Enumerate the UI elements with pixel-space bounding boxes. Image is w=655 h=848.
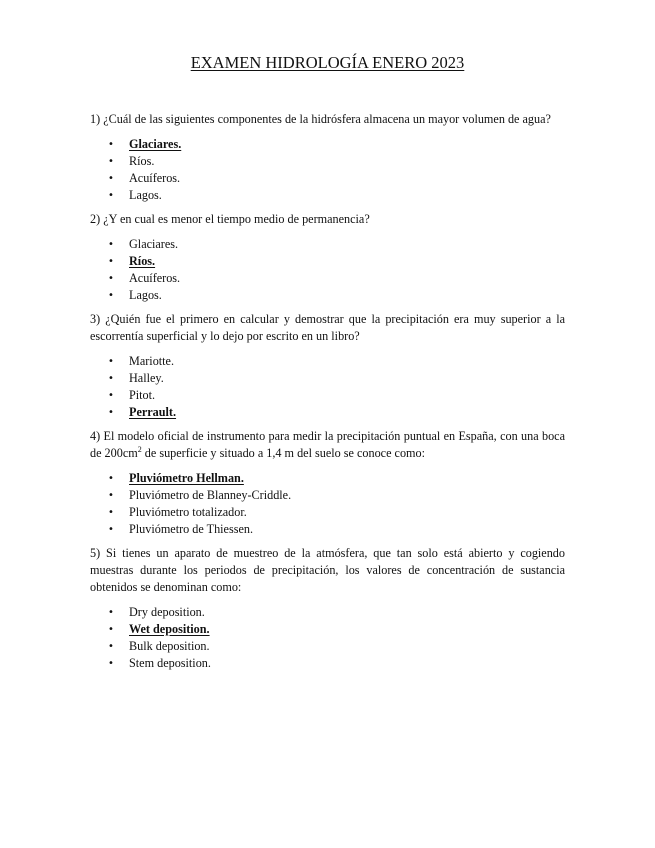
option-label: Pluviómetro de Thiessen. xyxy=(129,522,254,536)
option-label: Lagos. xyxy=(129,188,162,202)
option-item xyxy=(90,387,565,404)
option-item-correct xyxy=(90,621,565,638)
option-label: Bulk deposition. xyxy=(129,639,210,653)
question-5-text: 5) Si tienes un aparato de muestreo de la atmósfera, que tan solo está abierto y cogiendo muestras durante los periodos de precipitación, los valores de concentración de sustancia obtenidos se denominan como: xyxy=(90,546,565,594)
option-label: Pluviómetro de Blanney-Criddle. xyxy=(129,488,292,502)
option-label: Dry deposition. xyxy=(129,605,205,619)
option-label: Glaciares. xyxy=(129,137,182,151)
option-item xyxy=(90,153,565,170)
option-item xyxy=(90,655,565,672)
question-2-options xyxy=(90,236,565,304)
page-title-text: EXAMEN HIDROLOGÍA ENERO 2023 xyxy=(190,53,465,72)
question-2-text: 2) ¿Y en cual es menor el tiempo medio de permanencia? xyxy=(90,212,370,226)
option-label: Acuíferos. xyxy=(129,171,181,185)
option-item-correct xyxy=(90,470,565,487)
option-item-correct xyxy=(90,253,565,270)
option-item xyxy=(90,170,565,187)
option-label: Mariotte. xyxy=(129,354,175,368)
option-item xyxy=(90,487,565,504)
option-item xyxy=(90,287,565,304)
question-3-options xyxy=(90,353,565,421)
question-4-text-part1: 4) El modelo oficial de instrumento para medir la precipitación puntual en España, con una boca de 200cm xyxy=(90,429,565,460)
question-1-text: 1) ¿Cuál de las siguientes componentes de la hidrósfera almacena un mayor volumen de agua? xyxy=(90,112,551,126)
option-label: Lagos. xyxy=(129,288,162,302)
option-label: Pitot. xyxy=(129,388,156,402)
option-item xyxy=(90,353,565,370)
option-item xyxy=(90,370,565,387)
option-item xyxy=(90,236,565,253)
option-label: Ríos. xyxy=(129,254,156,268)
question-5-options xyxy=(90,604,565,672)
option-label: Ríos. xyxy=(129,154,155,168)
question-4-options xyxy=(90,470,565,538)
question-3-text: 3) ¿Quién fue el primero en calcular y demostrar que la precipitación era muy superior a la escorrentía superficial y lo dejo por escrito en un libro? xyxy=(90,312,565,343)
option-label: Perrault. xyxy=(129,405,177,419)
option-label: Halley. xyxy=(129,371,164,385)
question-1-options xyxy=(90,136,565,204)
option-item xyxy=(90,504,565,521)
option-label: Wet deposition. xyxy=(129,622,210,636)
option-item xyxy=(90,604,565,621)
question-4-text xyxy=(90,428,565,462)
option-item xyxy=(90,638,565,655)
option-label: Acuíferos. xyxy=(129,271,181,285)
option-item xyxy=(90,270,565,287)
option-label: Stem deposition. xyxy=(129,656,211,670)
option-item-correct xyxy=(90,136,565,153)
option-label: Pluviómetro totalizador. xyxy=(129,505,247,519)
question-4-text-part2: de superficie y situado a 1,4 m del suelo se conoce como: xyxy=(141,446,426,460)
option-label: Pluviómetro Hellman. xyxy=(129,471,244,485)
option-item-correct xyxy=(90,404,565,421)
page-title xyxy=(0,52,655,74)
option-label: Glaciares. xyxy=(129,237,179,251)
question-list xyxy=(90,111,565,679)
question-4-superscript: 2 xyxy=(137,445,142,454)
option-item xyxy=(90,521,565,538)
option-item xyxy=(90,187,565,204)
